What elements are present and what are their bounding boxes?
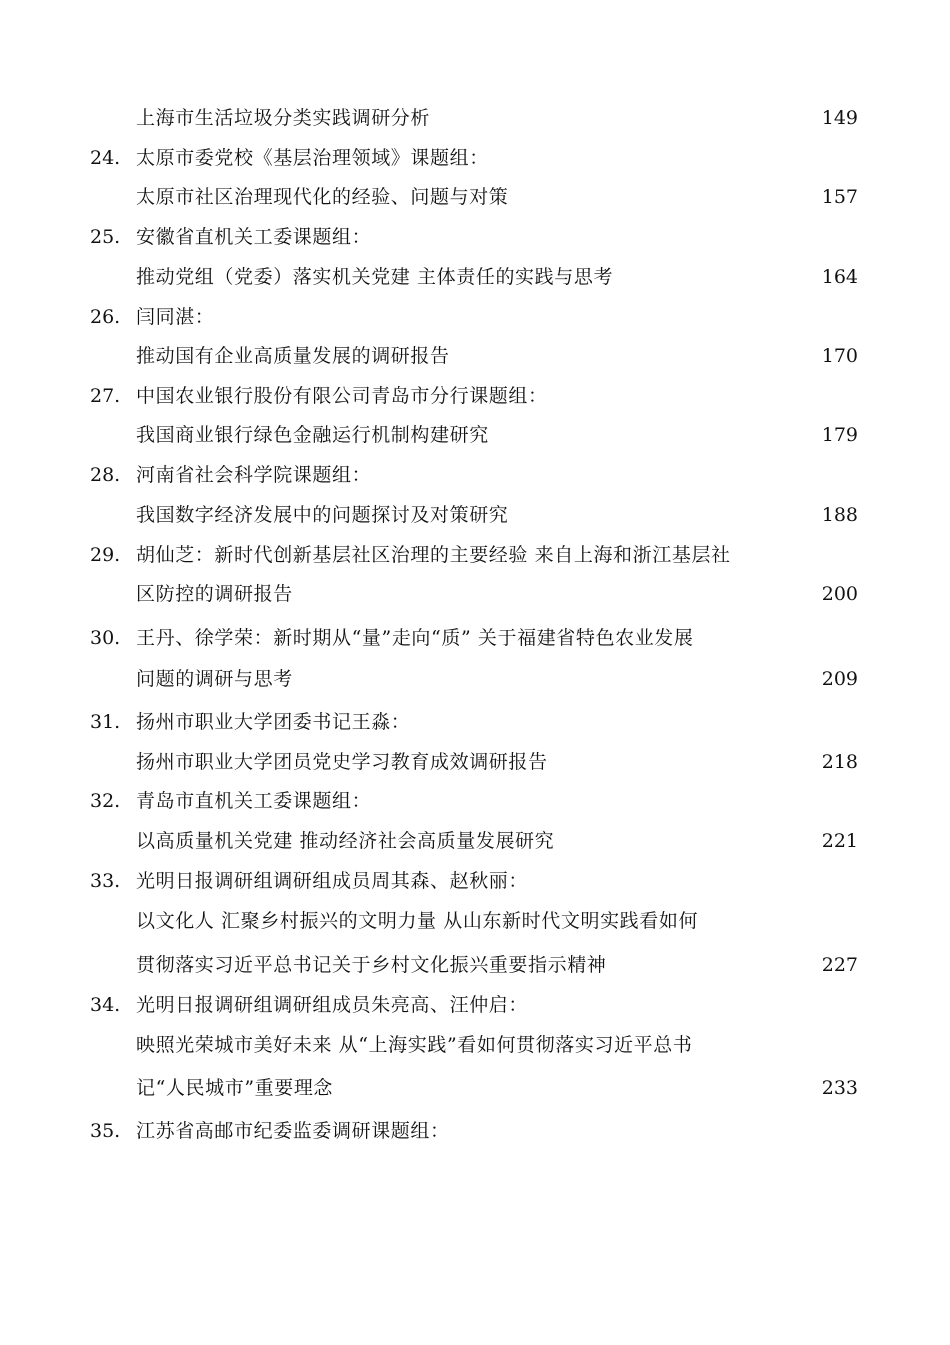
- toc-line: [0, 1071, 950, 1105]
- toc-line: [0, 745, 950, 779]
- page-number: 221: [821, 830, 858, 852]
- entry-author: 青岛市直机关工委课题组：: [136, 790, 372, 812]
- toc-line: [0, 498, 950, 532]
- entry-number: 31.: [90, 711, 121, 733]
- entry-title: 我国数字经济发展中的问题探讨及对策研究: [136, 504, 509, 526]
- toc-line: [0, 538, 950, 572]
- toc-line: [0, 784, 950, 818]
- entry-author: 闫同湛：: [136, 306, 215, 328]
- entry-title: 贯彻落实习近平总书记关于乡村文化振兴重要指示精神: [136, 954, 607, 976]
- page-number: 164: [821, 266, 858, 288]
- entry-title: 记“人民城市”重要理念: [136, 1077, 334, 1099]
- toc-line: [0, 101, 950, 135]
- toc-line: [0, 180, 950, 214]
- toc-line: [0, 705, 950, 739]
- entry-number: 27.: [90, 385, 121, 407]
- entry-title: 我国商业银行绿色金融运行机制构建研究: [136, 424, 489, 446]
- toc-line: [0, 339, 950, 373]
- toc-line: [0, 260, 950, 294]
- entry-title: 以高质量机关党建 推动经济社会高质量发展研究: [136, 830, 555, 852]
- page-number: 149: [821, 107, 858, 129]
- entry-title: 扬州市职业大学团员党史学习教育成效调研报告: [136, 751, 548, 773]
- entry-author: 光明日报调研组调研组成员周其森、赵秋丽：: [136, 870, 529, 892]
- entry-author: 安徽省直机关工委课题组：: [136, 226, 372, 248]
- page-number: 233: [821, 1077, 858, 1099]
- entry-title: 胡仙芝：新时代创新基层社区治理的主要经验 来自上海和浙江基层社: [136, 544, 731, 566]
- entry-title: 问题的调研与思考: [136, 668, 293, 690]
- toc-line: [0, 220, 950, 254]
- entry-number: 26.: [90, 306, 121, 328]
- page-number: 170: [821, 345, 858, 367]
- entry-number: 34.: [90, 994, 121, 1016]
- toc-line: [0, 621, 950, 655]
- toc-line: [0, 904, 950, 938]
- toc-line: [0, 1114, 950, 1148]
- page-number: 227: [821, 954, 858, 976]
- entry-number: 32.: [90, 790, 121, 812]
- toc-line: [0, 948, 950, 982]
- toc-line: [0, 418, 950, 452]
- toc-line: [0, 662, 950, 696]
- toc-line: [0, 988, 950, 1022]
- page-number: 209: [821, 668, 858, 690]
- entry-number: 24.: [90, 147, 121, 169]
- page-number: 179: [821, 424, 858, 446]
- entry-number: 25.: [90, 226, 121, 248]
- page-number: 188: [821, 504, 858, 526]
- entry-title: 上海市生活垃圾分类实践调研分析: [136, 107, 431, 129]
- entry-title: 推动国有企业高质量发展的调研报告: [136, 345, 450, 367]
- page-number: 218: [821, 751, 858, 773]
- toc-line: [0, 577, 950, 611]
- entry-title: 以文化人 汇聚乡村振兴的文明力量 从山东新时代文明实践看如何: [136, 910, 699, 932]
- toc-line: [0, 864, 950, 898]
- entry-number: 29.: [90, 544, 121, 566]
- toc-line: [0, 141, 950, 175]
- toc-line: [0, 1028, 950, 1062]
- entry-title: 映照光荣城市美好未来 从“上海实践”看如何贯彻落实习近平总书: [136, 1034, 693, 1056]
- entry-title: 太原市社区治理现代化的经验、问题与对策: [136, 186, 509, 208]
- entry-author: 江苏省高邮市纪委监委调研课题组：: [136, 1120, 450, 1142]
- entry-number: 28.: [90, 464, 121, 486]
- toc-line: [0, 458, 950, 492]
- entry-author: 太原市委党校《基层治理领域》课题组：: [136, 147, 489, 169]
- entry-title: 推动党组（党委）落实机关党建 主体责任的实践与思考: [136, 266, 614, 288]
- toc-line: [0, 824, 950, 858]
- entry-number: 35.: [90, 1120, 121, 1142]
- entry-number: 30.: [90, 627, 121, 649]
- page-number: 157: [821, 186, 858, 208]
- entry-author: 光明日报调研组调研组成员朱亮高、汪仲启：: [136, 994, 529, 1016]
- entry-author: 河南省社会科学院课题组：: [136, 464, 372, 486]
- toc-line: [0, 300, 950, 334]
- entry-title: 区防控的调研报告: [136, 583, 293, 605]
- entry-number: 33.: [90, 870, 121, 892]
- entry-author: 扬州市职业大学团委书记王淼：: [136, 711, 411, 733]
- entry-author: 中国农业银行股份有限公司青岛市分行课题组：: [136, 385, 548, 407]
- toc-line: [0, 379, 950, 413]
- entry-title: 王丹、徐学荣：新时期从“量”走向“质” 关于福建省特色农业发展: [136, 627, 694, 649]
- page-number: 200: [821, 583, 858, 605]
